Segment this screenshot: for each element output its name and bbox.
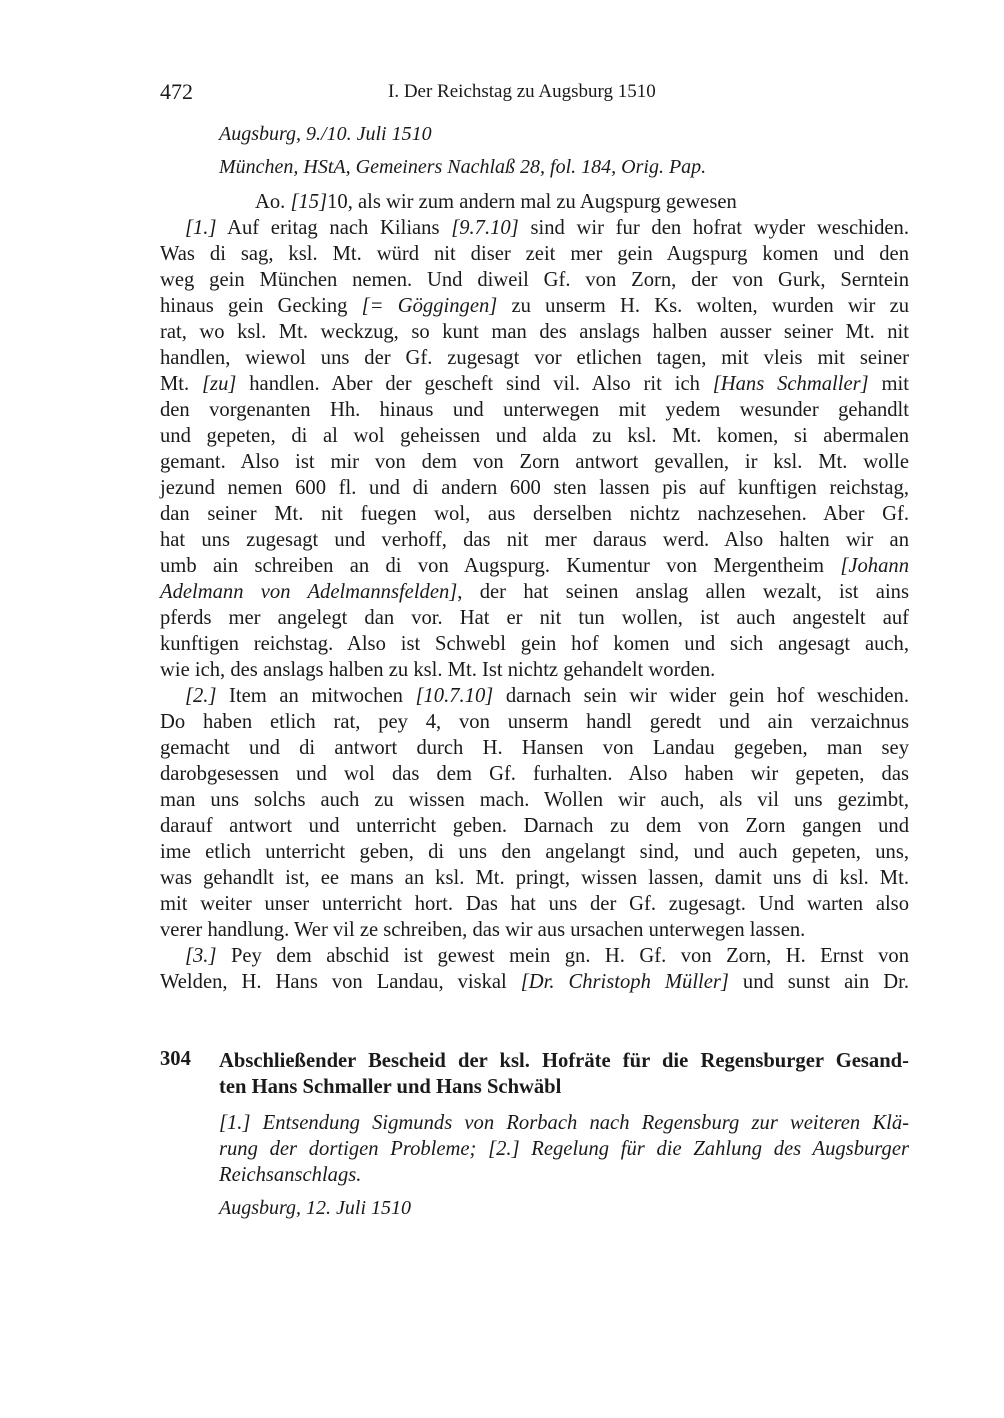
paragraph-line: den vorgenanten Hh. hinaus und unterwegen mit yedem wesunder gehandlt xyxy=(160,399,909,421)
paragraph-line: Do haben etlich rat, pey 4, von unserm handl geredt und ain verzaichnus xyxy=(160,711,909,733)
summary-line: [1.] Entsendung Sigmunds von Rorbach nach Regensburg zur weiteren Klä- xyxy=(219,1112,909,1134)
summary-line: Reichsanschlags. xyxy=(219,1164,362,1186)
paragraph-line: Was di sag, ksl. Mt. würd nit diser zeit mer gein Augspurg komen und den xyxy=(160,243,909,265)
document-title-line: Abschließender Bescheid der ksl. Hofräte für die Regensburger Gesand- xyxy=(219,1050,909,1072)
paragraph-line: weg gein München nemen. Und diweil Gf. von Zorn, der von Gurk, Serntein xyxy=(160,269,909,291)
paragraph-line: verer handlung. Wer vil ze schreiben, das wir aus ursachen unterwegen lassen. xyxy=(160,919,806,941)
paragraph-line: ime etlich unterricht geben, di uns den angelangt sind, und auch gepeten, uns, xyxy=(160,841,909,863)
document-intro: Ao. [15]10, als wir zum andern mal zu Augspurg gewesen xyxy=(255,191,737,213)
paragraph-line: Adelmann von Adelmannsfelden], der hat seinen anslag allen wezalt, ist ains xyxy=(160,581,909,603)
running-title: I. Der Reichstag zu Augsburg 1510 xyxy=(388,81,656,102)
paragraph-line: rat, wo ksl. Mt. weckzug, so kunt man des anslags halben ausser seiner Mt. nit xyxy=(160,321,909,343)
paragraph-line: Mt. [zu] handlen. Aber der gescheft sind vil. Also rit ich [Hans Schmaller] mit xyxy=(160,373,909,395)
paragraph-line: mit weiter unser unterricht hort. Das hat uns der Gf. zugesagt. Und warten also xyxy=(160,893,909,915)
paragraph-line: darauf antwort und unterricht geben. Darnach zu dem von Zorn gangen und xyxy=(160,815,909,837)
paragraph-line: umb ain schreiben an di von Augspurg. Kumentur von Mergentheim [Johann xyxy=(160,555,909,577)
document-number: 304 xyxy=(160,1048,191,1070)
paragraph-line: [2.] Item an mitwochen [10.7.10] darnach sein wir wider gein hof weschiden. xyxy=(185,685,909,707)
paragraph-line: was gehandlt ist, ee mans an ksl. Mt. pringt, wissen lassen, damit uns di ksl. Mt. xyxy=(160,867,909,889)
paragraph-line: hinaus gein Gecking [= Göggingen] zu unserm H. Ks. wolten, wurden wir zu xyxy=(160,295,910,317)
paragraph-line: hat uns zugesagt und verhoff, das nit mer daraus werd. Also halten wir an xyxy=(160,529,909,551)
paragraph-line: [3.] Pey dem abschid ist gewest mein gn. H. Gf. von Zorn, H. Ernst von xyxy=(185,945,909,967)
summary-line: rung der dortigen Probleme; [2.] Regelung für die Zahlung des Augsburger xyxy=(219,1138,909,1160)
paragraph-line: jezund nemen 600 fl. und di andern 600 sten lassen pis auf kunftigen reichstag, xyxy=(160,477,909,499)
paragraph-line: dan seiner Mt. nit fuegen wol, aus derselben nichtz nachzesehen. Aber Gf. xyxy=(160,503,909,525)
paragraph-line: handlen, wiewol uns der Gf. zugesagt vor etlichen tagen, mit vleis mit seiner xyxy=(160,347,909,369)
paragraph-line: gemant. Also ist mir von dem von Zorn antwort gevallen, ir ksl. Mt. wolle xyxy=(160,451,909,473)
date-place-304: Augsburg, 12. Juli 1510 xyxy=(219,1197,412,1219)
paragraph-line: darobgesessen und wol das dem Gf. furhalten. Also haben wir gepeten, das xyxy=(160,763,909,785)
document-title-line: ten Hans Schmaller und Hans Schwäbl xyxy=(219,1076,562,1098)
paragraph-line: pferds mer angelegt dan vor. Hat er nit tun wollen, ist auch angestelt auf xyxy=(160,607,909,629)
archive-source-303: München, HStA, Gemeiners Nachlaß 28, fol. 184, Orig. Pap. xyxy=(219,156,707,178)
paragraph-line: und gepeten, di al wol geheissen und alda zu ksl. Mt. komen, si abermalen xyxy=(160,425,909,447)
paragraph-line: [1.] Auf eritag nach Kilians [9.7.10] sind wir fur den hofrat wyder weschiden. xyxy=(185,217,909,239)
paragraph-line: wie ich, des anslags halben zu ksl. Mt. Ist nichtz gehandelt worden. xyxy=(160,659,716,681)
paragraph-line: man uns solchs auch zu wissen mach. Wollen wir auch, als vil uns gezimbt, xyxy=(160,789,909,811)
paragraph-line: kunftigen reichstag. Also ist Schwebl gein hof komen und sich angesagt auch, xyxy=(160,633,909,655)
paragraph-line: Welden, H. Hans von Landau, viskal [Dr. Christoph Müller] und sunst ain Dr. xyxy=(160,971,909,993)
date-place-303: Augsburg, 9./10. Juli 1510 xyxy=(219,123,432,145)
paragraph-line: gemacht und di antwort durch H. Hansen von Landau gegeben, man sey xyxy=(160,737,909,759)
page-number: 472 xyxy=(160,79,193,104)
